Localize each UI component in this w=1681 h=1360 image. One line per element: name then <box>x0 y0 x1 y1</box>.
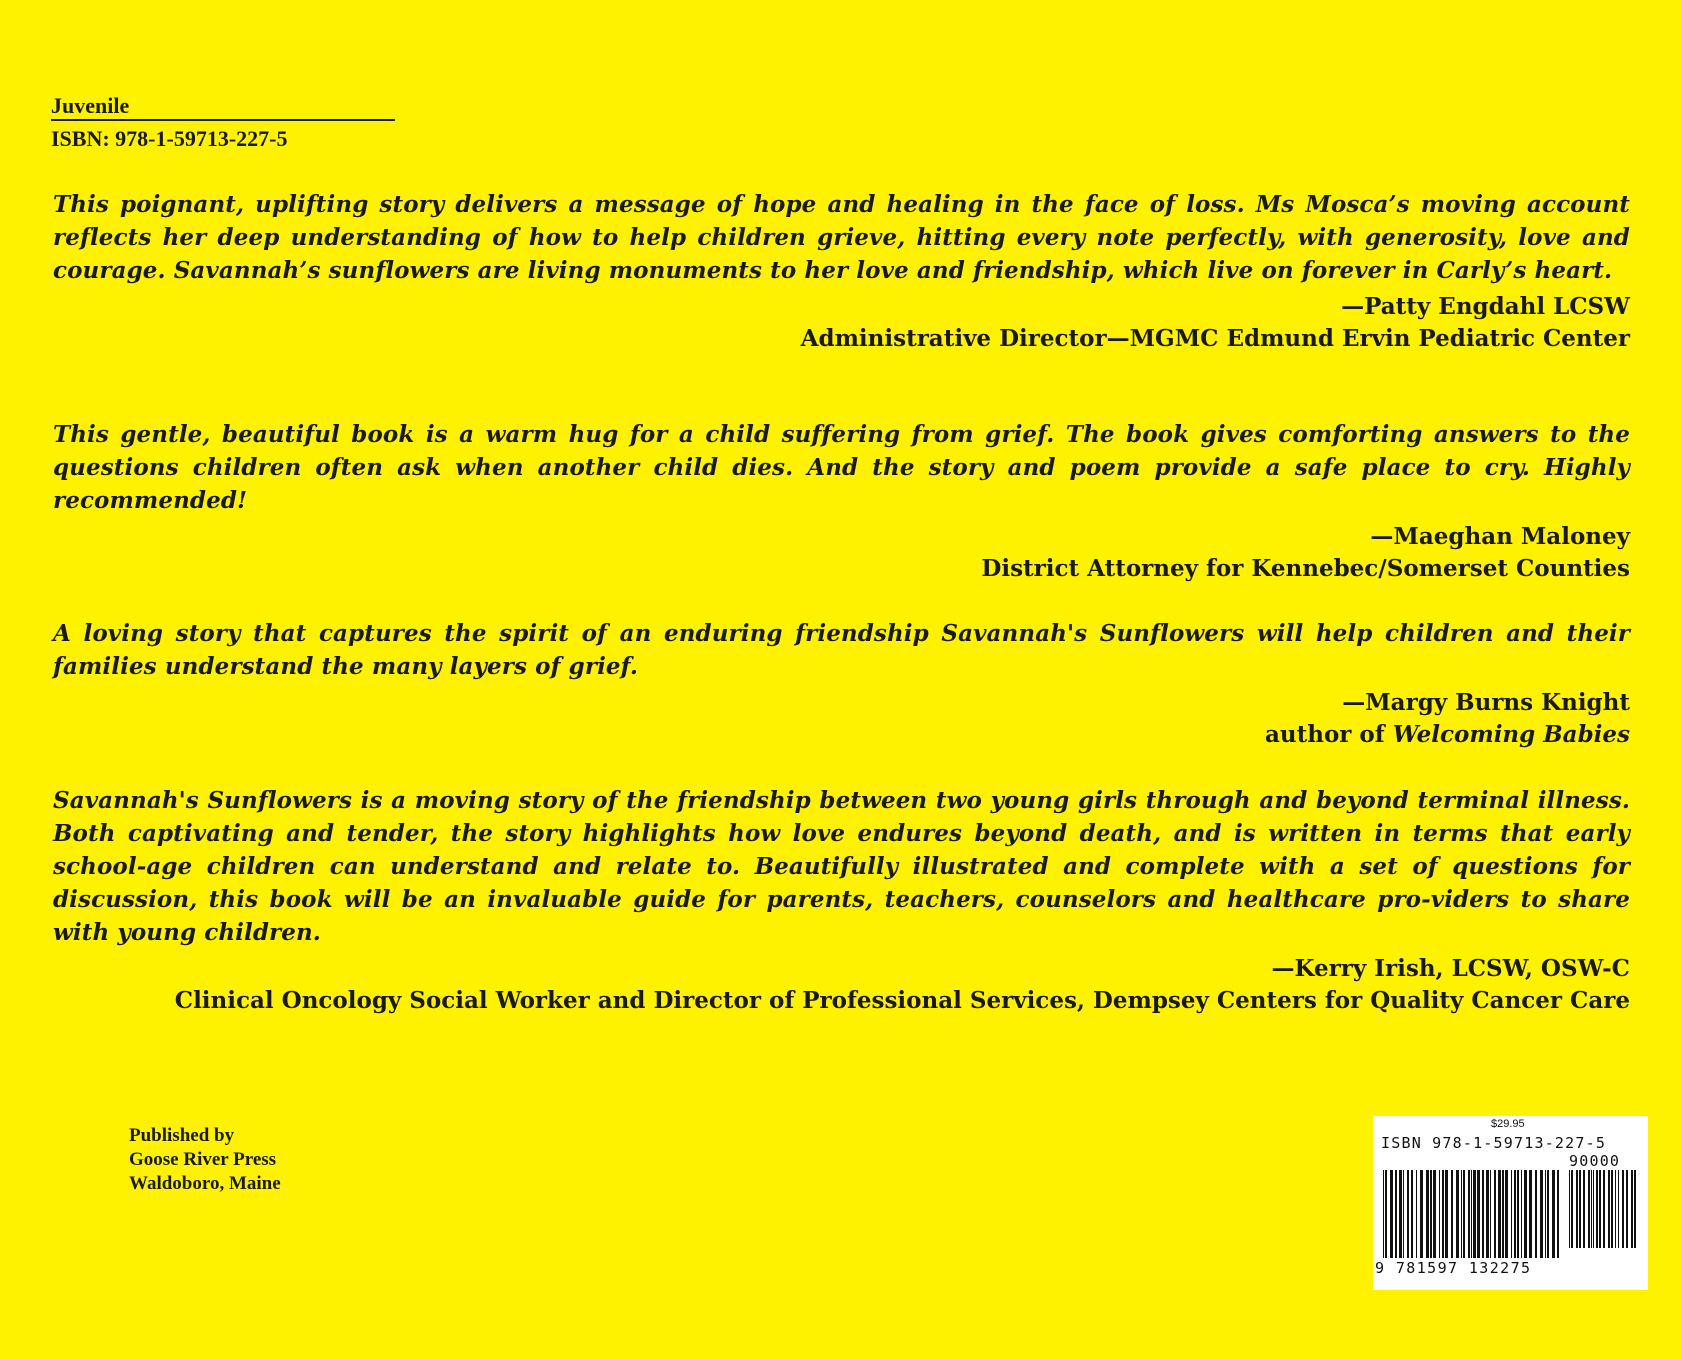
barcode-bar <box>1383 1170 1384 1258</box>
publisher-line: Published by <box>129 1125 235 1146</box>
barcode-addon-bars <box>1569 1170 1639 1250</box>
barcode-bar <box>1385 1170 1387 1258</box>
barcode-bar <box>1524 1170 1527 1258</box>
barcode-bar <box>1588 1170 1590 1248</box>
barcode-bar <box>1511 1170 1512 1258</box>
review-4 <box>53 784 1630 1017</box>
barcode-bar <box>1514 1170 1516 1258</box>
barcode-bar <box>1521 1170 1522 1258</box>
barcode-bar <box>1416 1170 1417 1258</box>
barcode-bar <box>1430 1170 1432 1258</box>
barcode-bar <box>1494 1170 1496 1258</box>
barcode-bar <box>1395 1170 1397 1258</box>
review-author: —Kerry Irish, LCSW, OSW-C <box>1271 955 1630 982</box>
barcode-bar <box>1634 1170 1636 1248</box>
barcode-bar <box>1399 1170 1402 1258</box>
barcode-bar <box>1482 1170 1484 1258</box>
barcode-isbn: ISBN 978-1-59713-227-5 <box>1381 1134 1607 1152</box>
barcode-bar <box>1461 1170 1462 1258</box>
barcode-bar <box>1626 1170 1628 1248</box>
barcode-bar <box>1486 1170 1489 1258</box>
barcode-bar <box>1411 1170 1413 1258</box>
barcode-bar <box>1445 1170 1448 1258</box>
isbn-label: ISBN: 978-1-59713-227-5 <box>51 126 288 151</box>
barcode-bar <box>1463 1170 1465 1258</box>
barcode-bar <box>1471 1170 1472 1258</box>
review-author-title-prefix: author of <box>1265 721 1393 748</box>
barcode-bar <box>1403 1170 1404 1258</box>
barcode-bar <box>1490 1170 1491 1258</box>
barcode-bar <box>1477 1170 1480 1258</box>
barcode-bars <box>1383 1170 1563 1260</box>
review-author-title: District Attorney for Kennebec/Somerset Counties <box>981 555 1630 582</box>
barcode-bar <box>1505 1170 1508 1258</box>
barcode-bar <box>1579 1170 1581 1248</box>
barcode-bar <box>1596 1170 1598 1248</box>
barcode-bar <box>1407 1170 1409 1258</box>
review-author: —Patty Engdahl LCSW <box>1341 293 1630 320</box>
review-1 <box>53 188 1630 355</box>
barcode-bar <box>1593 1170 1594 1248</box>
barcode-bar <box>1420 1170 1423 1258</box>
review-author-title: Administrative Director—MGMC Edmund Ervin Pediatric Center <box>800 325 1630 352</box>
barcode-bar <box>1456 1170 1459 1258</box>
barcode-bar <box>1611 1170 1613 1248</box>
barcode-bar <box>1529 1170 1532 1258</box>
barcode-bar <box>1451 1170 1453 1258</box>
barcode-bar <box>1442 1170 1444 1258</box>
barcode-bar <box>1426 1170 1429 1258</box>
review-author-title: Clinical Oncology Social Worker and Director of Professional Services, Dempsey Centers for Quality Cancer Care <box>174 987 1630 1014</box>
review-author-title <box>53 719 1630 751</box>
barcode-bar <box>1535 1170 1537 1258</box>
review-author: —Maeghan Maloney <box>1370 523 1630 550</box>
barcode-digits: 9 781597 132275 <box>1375 1259 1532 1277</box>
barcode-bar <box>1390 1170 1393 1258</box>
barcode-bar <box>1615 1170 1616 1248</box>
barcode-bar <box>1547 1170 1549 1258</box>
review-quote: A loving story that captures the spirit of an enduring friendship Savannah's Sunflowers will help children and their families understand the many layers of grief. <box>53 620 1630 680</box>
barcode-bar <box>1583 1170 1585 1248</box>
barcode <box>1373 1116 1648 1290</box>
barcode-bar <box>1618 1170 1619 1248</box>
review-quote: This poignant, uplifting story delivers a message of hope and healing in the face of loss. Ms Mosca’s moving account reflects her deep understanding of how to help children grieve, hitting every note perfectly, with generosity, love and courage. Savannah’s sunflowers are living monuments to her love and friendship, which live on forever in Carly’s heart. <box>53 191 1630 284</box>
barcode-bar <box>1517 1170 1519 1258</box>
barcode-bar <box>1557 1170 1559 1258</box>
barcode-bar <box>1603 1170 1605 1248</box>
barcode-bar <box>1631 1170 1633 1248</box>
barcode-bar <box>1571 1170 1573 1248</box>
publisher-name: Goose River Press <box>129 1149 277 1170</box>
category-label: Juvenile <box>51 94 395 121</box>
barcode-bar <box>1502 1170 1504 1258</box>
barcode-bar <box>1433 1170 1436 1258</box>
book-title: Welcoming Babies <box>1392 721 1630 748</box>
review-quote: Savannah's Sunflowers is a moving story of the friendship between two young girls through and beyond terminal illness. Both captivating and tender, the story highlights how love endures beyond death, and is written in terms that early school-age children can understand and relate to. Beautifully illustrated and complete with a set of questions for discussion, this book will be an invaluable guide for parents, teachers, counselors and healthcare pro-viders to share with young children. <box>53 787 1630 946</box>
review-2 <box>53 418 1630 585</box>
barcode-bar <box>1622 1170 1624 1248</box>
review-3 <box>53 617 1630 751</box>
barcode-bar <box>1473 1170 1476 1258</box>
barcode-bar <box>1599 1170 1601 1248</box>
barcode-bar <box>1569 1170 1570 1248</box>
barcode-bar <box>1545 1170 1546 1258</box>
review-quote: This gentle, beautiful book is a warm hug for a child suffering from grief. The book gives comforting answers to the questions children often ask when another child dies. And the story and poem provide a safe place to cry. Highly recommended! <box>53 421 1630 514</box>
barcode-bar <box>1591 1170 1592 1248</box>
barcode-bar <box>1540 1170 1543 1258</box>
review-author: —Margy Burns Knight <box>1342 689 1630 716</box>
publisher-info <box>129 1124 281 1196</box>
barcode-bar <box>1552 1170 1555 1258</box>
barcode-bar <box>1498 1170 1501 1258</box>
barcode-bar <box>1576 1170 1578 1248</box>
barcode-bar <box>1439 1170 1440 1258</box>
barcode-bar <box>1468 1170 1470 1258</box>
publisher-location: Waldoboro, Maine <box>129 1173 281 1194</box>
barcode-bar <box>1608 1170 1610 1248</box>
barcode-addon: 90000 <box>1569 1152 1621 1170</box>
barcode-price: $29.95 <box>1491 1118 1525 1130</box>
